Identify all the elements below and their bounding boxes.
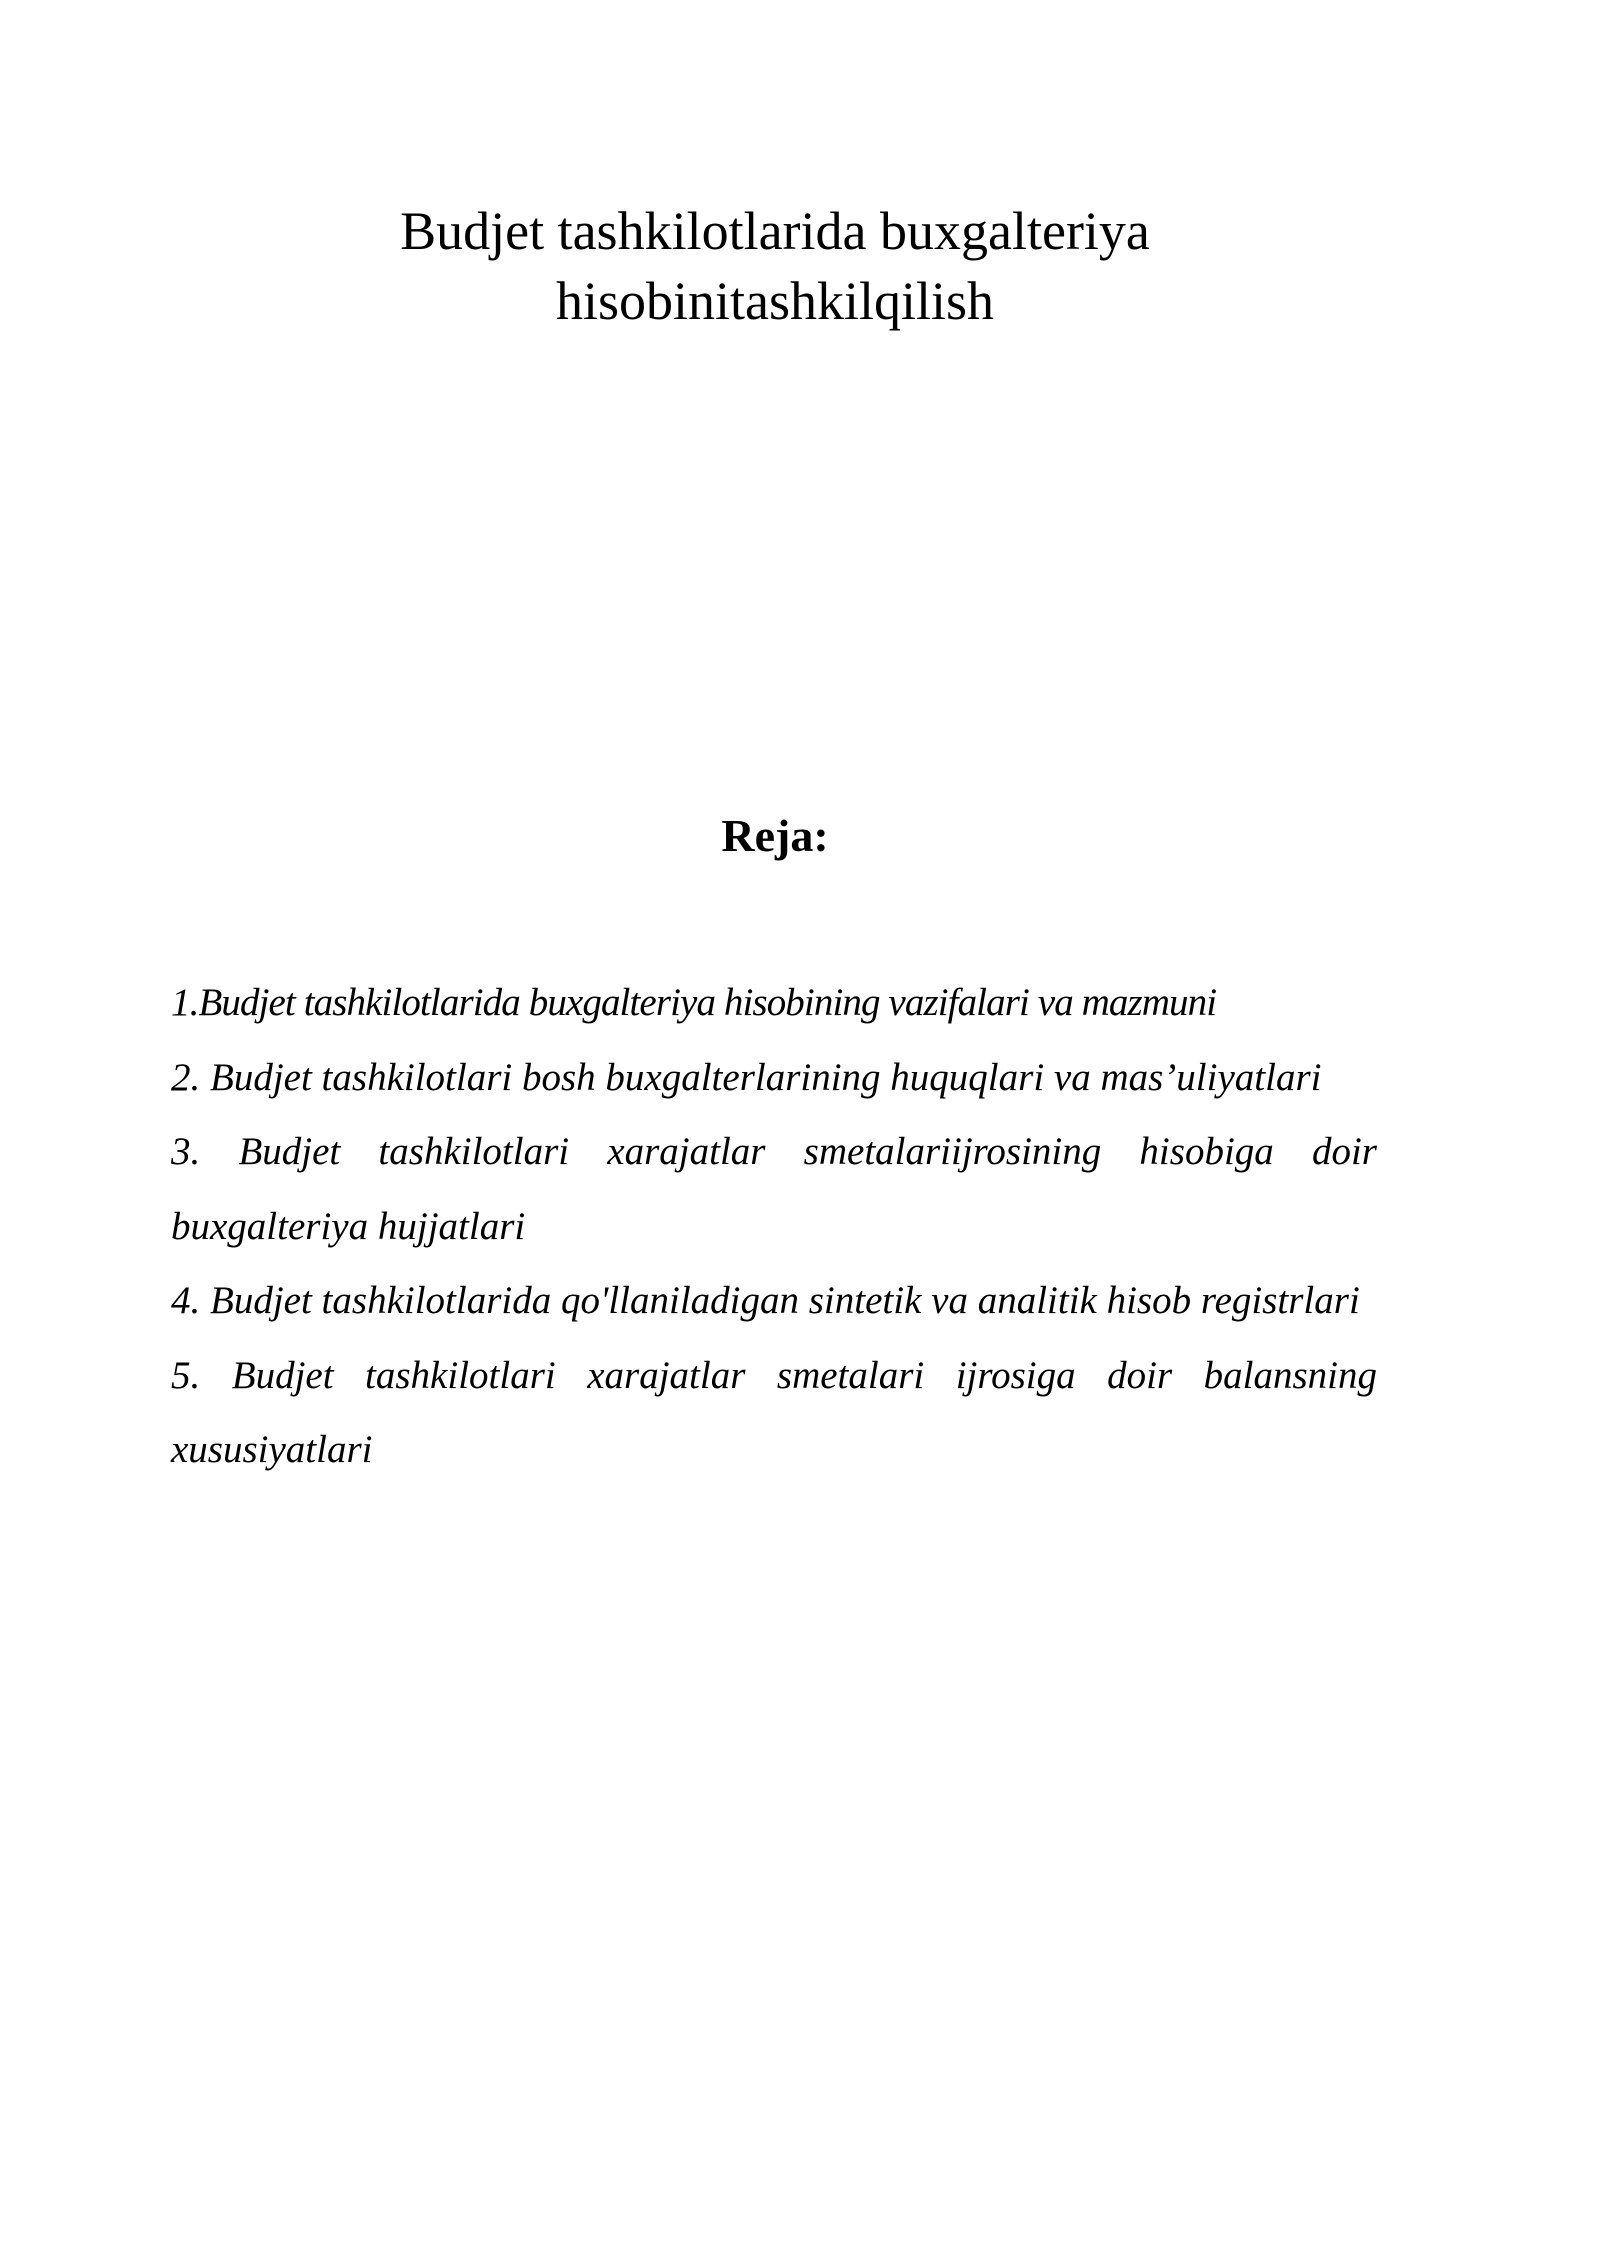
plan-item-3: 3. Budjet tashkilotlari xarajatlar smetalariijrosining hisobiga doir buxgalteriya hujjatlari <box>171 1130 1377 1248</box>
document-title <box>260 196 1290 336</box>
document-title-line-2: hisobinitashkilqilish <box>555 271 995 331</box>
plan-item-2: 2. Budjet tashkilotlari bosh buxgalterlarining huquqlari va mas’uliyatlari <box>171 1055 1322 1099</box>
plan-list <box>171 966 1377 1488</box>
plan-item-1: 1.Budjet tashkilotlarida buxgalteriya hisobining vazifalari va mazmuni <box>171 981 1217 1024</box>
plan-item-5: 5. Budjet tashkilotlari xarajatlar smetalari ijrosiga doir balansning xususiyatlari <box>171 1353 1377 1471</box>
plan-heading: Reja: <box>721 810 829 861</box>
document-title-line-1: Budjet tashkilotlarida buxgalteriya <box>400 201 1150 261</box>
plan-item-4: 4. Budjet tashkilotlarida qo'llaniladigan sintetik va analitik hisob registrlari <box>171 1279 1360 1322</box>
